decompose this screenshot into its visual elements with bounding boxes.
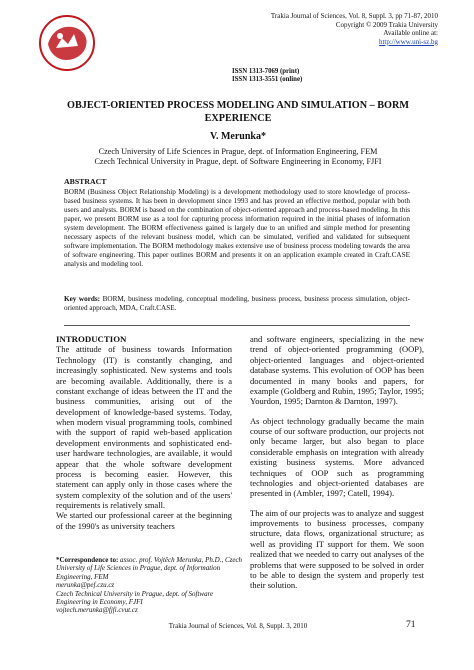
available-online-label: Available online at: <box>383 29 438 38</box>
journal-citation: Trakia Journal of Sciences, Vol. 8, Suppl. 3, pp 71-87, 2010 <box>270 12 438 20</box>
author-name: V. Merunka* <box>210 131 266 142</box>
footnote-email-2[interactable]: vojtech.merunka@fjfi.cvut.cz <box>56 606 138 615</box>
right-paragraph-3: The aim of our projects was to analyze and suggest improvements to business processes, company structure, data flows, organizational structure; as well as providing IT support for them. We soon realized that we needed to carry out analyses of the problems that were supposed to be solved in order to be able to design the system and properly test their solution. <box>250 507 424 591</box>
right-paragraph-1: and software engineers, specializing in the new trend of object-oriented programming (OOP), object-oriented languages and object-oriented database systems. This evolution of OOP has been documented in many books and papers, for example (Goldberg and Rubin, 1995; Taylor, 1995; Yourdon, 1995; Darnton & Darnton, 1997). <box>250 334 424 407</box>
copyright-line: Copyright © 2009 Trakia University <box>335 20 438 29</box>
page-number: 71 <box>406 620 416 630</box>
university-logo <box>38 14 96 72</box>
intro-paragraph-1: The attitude of business towards Information Technology (IT) is constantly changing, and increasingly sophisticated. New systems and tools are becoming available. Additionally, there is a constant exchange of ideas between the IT and the business communities, arising out of the development of knowledge-based systems. Today, when modern visual programming tools, combined with the support of rapid web-based application development environments and sophisticated end-user hardware technologies, are available, it would appear that the whole software development process is becoming easier. However, this statement can apply only in those cases where the system complexity of the solution and of the users' requirements is relatively small. <box>56 344 232 510</box>
footnote-email-1[interactable]: merunka@pef.czu.cz <box>56 581 115 590</box>
left-column <box>56 334 232 531</box>
keywords-text: BORM, business modeling, conceptual modeling, business process, business process simulation, object-oriented approach, MDA, Craft.CASE. <box>64 295 410 312</box>
paper-title: OBJECT-ORIENTED PROCESS MODELING AND SIMULATION – BORM EXPERIENCE <box>67 100 409 124</box>
keywords <box>64 295 410 313</box>
issn-print: ISSN 1313-7069 (print) <box>232 68 300 75</box>
abstract-heading: ABSTRACT <box>64 177 107 186</box>
affiliations <box>48 147 428 167</box>
intro-paragraph-2: We started our professional career at the beginning of the 1990's as university teachers <box>56 510 232 531</box>
journal-header <box>178 12 438 46</box>
issn-online: ISSN 1313-3551 (online) <box>232 76 303 84</box>
affiliation-1: Czech University of Life Sciences in Prague, dept. of Information Engineering, FEM <box>98 147 378 156</box>
footnote-line-1: assoc. prof. Vojtěch Merunka, Ph.D., Czech University of Life Sciences in Prague, dept. of Information Engineering, FEM <box>56 556 243 581</box>
issn-block <box>232 68 302 85</box>
section-divider <box>64 325 410 326</box>
right-paragraph-2: As object technology gradually became the main course of our software production, our projects not only became larger, but also began to place considerable emphasis on integration with already existing business systems. More advanced techniques of OOP such as programming technologies and object-oriented databases are presented in (Ambler, 1997; Catell, 1994). <box>250 415 424 499</box>
footnote-line-3: Czech Technical University in Prague, dept. of Software Engineering in Economy, FJFI <box>56 589 214 607</box>
abstract-section <box>64 178 410 269</box>
correspondence-footnote <box>56 556 246 615</box>
introduction-heading: INTRODUCTION <box>56 334 127 344</box>
keywords-label: Key words: <box>64 295 101 303</box>
right-column <box>250 334 424 591</box>
abstract-text: BORM (Business Object Relationship Modeling) is a development methodology used to store knowledge of process-based business systems. It has been in development since 1993 and has proved an effective method, popular with both users and analysts. BORM is based on the combination of object-oriented approach and process-based modeling. In this paper, we present BORM use as a tool for capturing process information required in the initial phases of information system development. The BORM effectiveness gained is largely due to an unified and simple method for presenting necessary aspects of the relevant business model, which can be simulated, verified and validated for subsequent software implementation. The BORM methodology makes extensive use of business process modeling towards the area of software engineering. This paper outlines BORM and presents it on an application example created in Craft.CASE analysis and modeling tool. <box>64 187 410 268</box>
affiliation-2: Czech Technical University in Prague, dept. of Software Engineering in Economy, FJFI <box>94 157 382 167</box>
page-footer: Trakia Journal of Sciences, Vol. 8, Suppl. 3, 2010 <box>168 622 308 630</box>
journal-url-link[interactable]: http://www.uni-sz.bg <box>378 37 438 46</box>
footnote-label: *Correspondence to: <box>56 556 119 564</box>
